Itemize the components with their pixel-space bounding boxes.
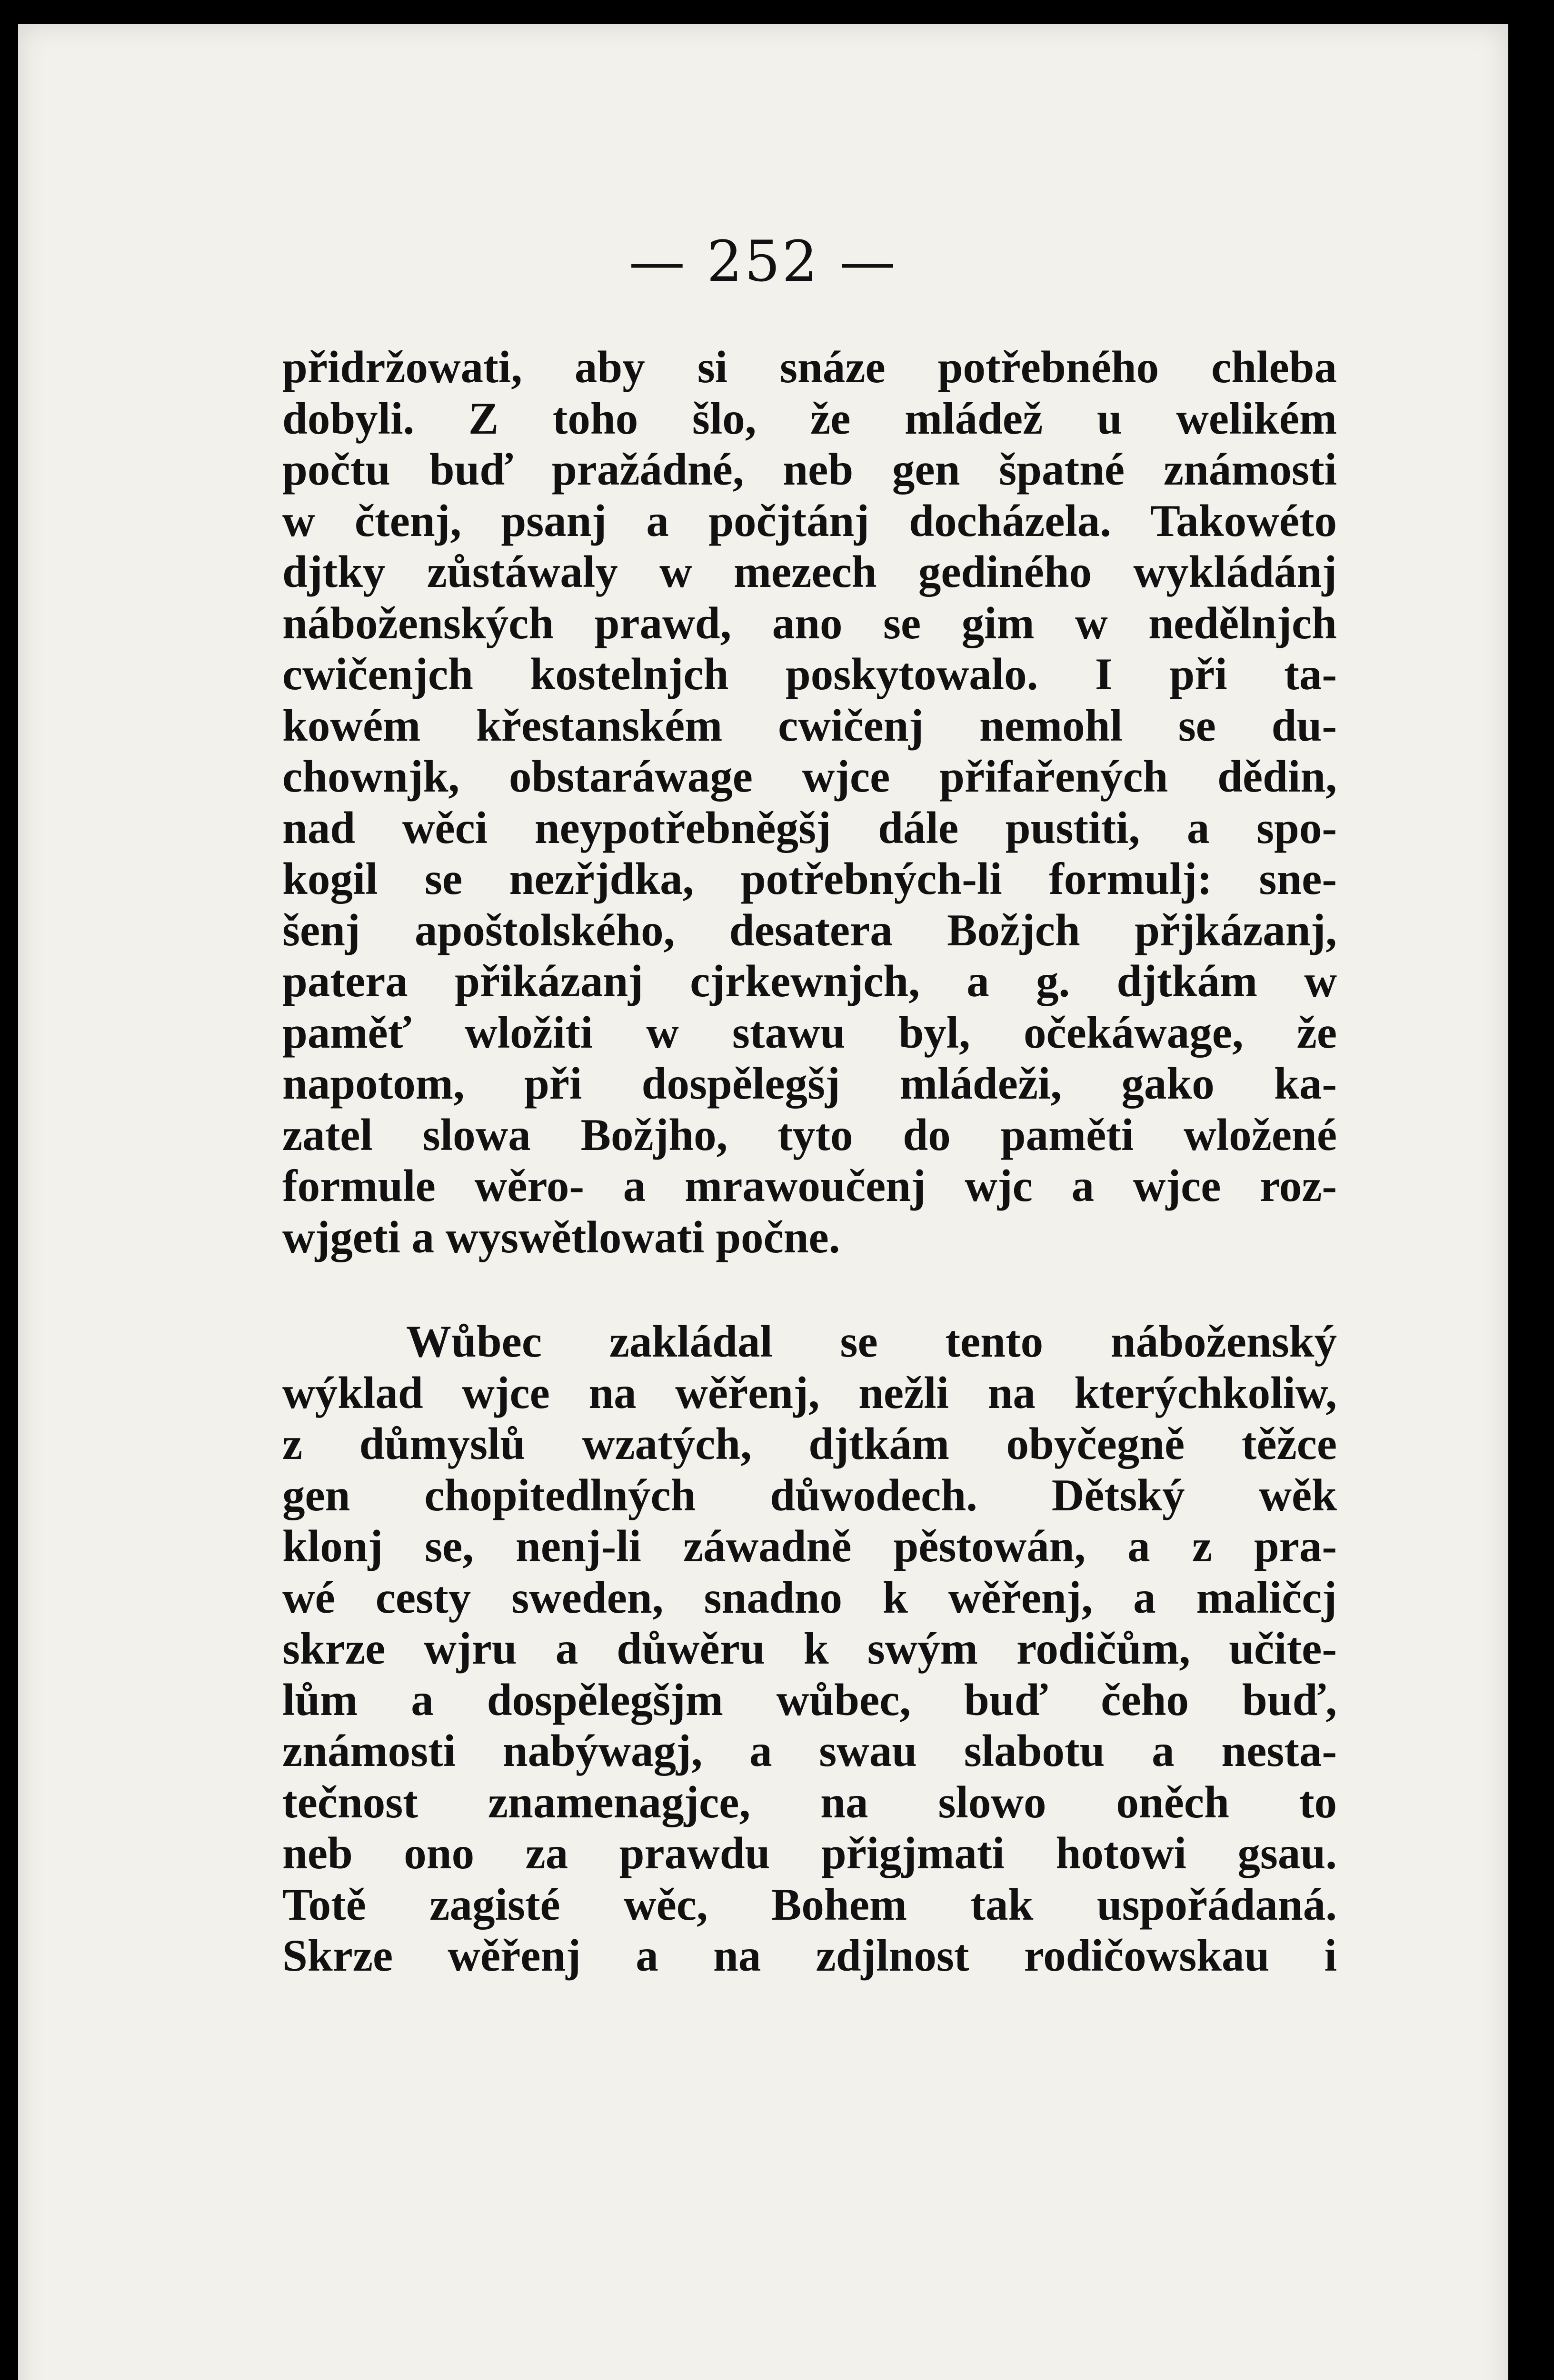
paragraph-1 (282, 342, 1337, 1263)
book-page (18, 24, 1508, 2380)
text-line: zatel slowa Božjho, tyto do paměti wložené (282, 1109, 1337, 1160)
text-line: wýklad wjce na wěřenj, nežli na kterýchkoliw, (282, 1367, 1337, 1418)
paragraph-2 (282, 1316, 1337, 1982)
paragraph-spacer (282, 1263, 1337, 1316)
text-line: djtky zůstáwaly w mezech gediného wykládánj (282, 546, 1337, 597)
page-number: — 252 — (628, 228, 898, 294)
text-line: kowém křestanském cwičenj nemohl se du- (282, 700, 1337, 751)
text-line: w čtenj, psanj a počjtánj docházela. Takowéto (282, 495, 1337, 546)
text-line: známosti nabýwagj, a swau slabotu a nesta- (282, 1726, 1337, 1776)
text-line: cwičenjch kostelnjch poskytowalo. I při ta- (282, 649, 1337, 699)
text-line: formule wěro- a mrawoučenj wjc a wjce roz- (282, 1160, 1337, 1211)
text-line: chownjk, obstaráwage wjce přifařených dědin, (282, 751, 1337, 802)
text-line: klonj se, nenj-li záwadně pěstowán, a z pra- (282, 1521, 1337, 1571)
text-line: kogil se nezřjdka, potřebných-li formulj: sne- (282, 853, 1337, 904)
text-line: gen chopitedlných důwodech. Dětský wěk (282, 1469, 1337, 1520)
text-line: wjgeti a wyswětlowati počne. (282, 1211, 840, 1262)
text-line: Totě zagisté wěc, Bohem tak uspořádaná. (282, 1879, 1337, 1930)
text-line: lům a dospělegšjm wůbec, buď čeho buď, (282, 1674, 1337, 1725)
text-line: patera přikázanj cjrkewnjch, a g. djtkám w (282, 956, 1337, 1006)
text-line: šenj apoštolského, desatera Božjch přjkázanj, (282, 904, 1337, 955)
text-line: nad wěci neypotřebněgšj dále pustiti, a spo- (282, 802, 1337, 853)
text-line: napotom, při dospělegšj mládeži, gako ka- (282, 1058, 1337, 1109)
text-line: náboženských prawd, ano se gim w nedělnjch (282, 597, 1337, 648)
text-line: počtu buď pražádné, neb gen špatné známosti (282, 444, 1337, 495)
text-line: z důmyslů wzatých, djtkám obyčegně těžce (282, 1418, 1337, 1469)
text-line: neb ono za prawdu přigjmati hotowi gsau. (282, 1828, 1337, 1878)
text-line: tečnost znamenagjce, na slowo oněch to (282, 1776, 1337, 1827)
text-line: přidržowati, aby si snáze potřebného chleba (282, 342, 1337, 392)
text-line: wé cesty sweden, snadno k wěřenj, a maličcj (282, 1572, 1337, 1623)
text-line: dobyli. Z toho šlo, že mládež u welikém (282, 393, 1337, 444)
text-line: skrze wjru a důwěru k swým rodičům, učite- (282, 1623, 1337, 1674)
text-line: Skrze wěřenj a na zdjlnost rodičowskau i (282, 1930, 1337, 1981)
body-text (282, 342, 1337, 1982)
text-line: paměť wložiti w stawu byl, očekáwage, že (282, 1007, 1337, 1058)
text-line: Wůbec zakládal se tento náboženský (406, 1316, 1337, 1367)
